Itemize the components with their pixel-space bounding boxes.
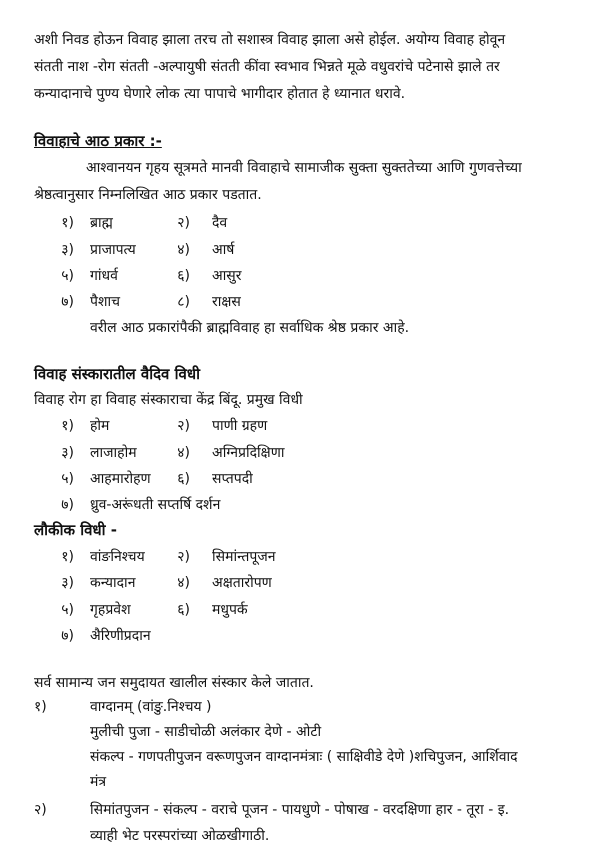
- section1-note: वरील आठ प्रकारांपैकी ब्राह्मविवाह हा सर्वाधिक श्रेष्ठ प्रकार आहे.: [90, 320, 410, 336]
- s4-item2-line-1: सिमांतपुजन - संकल्प - वराचे पूजन - पायधुणे - पोषाख - वरदक्षिणा हार - तूरा - इ.: [90, 802, 510, 818]
- s4-item1-line-3: संकल्प - गणपतीपुजन वरूणपुजन वाग्दानमंत्राः ( साक्षिवीडे देणे )शचिपुजन, आर्शिवाद: [90, 749, 518, 765]
- s3-item5-text: गृहप्रवेश: [90, 602, 131, 618]
- s2-item2-text: पाणी ग्रहण: [212, 418, 268, 434]
- s1-item4-num: ४): [177, 242, 190, 258]
- s2-item3-text: लाजाहोम: [90, 445, 137, 461]
- s1-item3-num: ३): [61, 242, 74, 258]
- s2-item2-num: २): [177, 418, 190, 434]
- section4-intro: सर्व सामान्य जन समुदायत खालील संस्कार केले जातात.: [34, 675, 314, 691]
- s1-item1-text: ब्राह्म: [90, 215, 113, 231]
- section2-desc: विवाह रोग हा विवाह संस्काराचा केंद्र बिंदू. प्रमुख विधी: [34, 392, 303, 408]
- s3-item7-text: अैरिणीप्रदान: [90, 628, 151, 644]
- s1-item4-text: आर्ष: [212, 242, 235, 258]
- s2-item7-num: ७): [61, 497, 74, 513]
- s3-item7-num: ७): [61, 628, 74, 644]
- s1-item1-num: १): [61, 215, 74, 231]
- s3-item2-text: सिमांन्तपूजन: [212, 549, 276, 565]
- s2-item3-num: ३): [61, 445, 74, 461]
- s2-item1-num: १): [61, 418, 74, 434]
- intro-line-1: अशी निवड होऊन विवाह झाला तरच तो सशास्त्र विवाह झाला असे होईल. अयोग्य विवाह होवून: [34, 32, 506, 48]
- s2-item4-text: अग्निप्रदिक्षिणा: [212, 445, 285, 461]
- s3-item5-num: ५): [61, 602, 74, 618]
- s2-item7-text: ध्रुव-अरूंधती सप्तर्षि दर्शन: [90, 497, 221, 513]
- s3-item1-num: १): [61, 549, 74, 565]
- s1-item2-text: दैव: [212, 215, 228, 231]
- s1-item7-num: ७): [61, 294, 74, 310]
- s2-item5-text: आहमारोहण: [90, 471, 151, 487]
- s3-item1-text: वांङनिश्चय: [90, 549, 145, 565]
- s4-item1-num: १): [34, 699, 47, 715]
- section1-desc-line-1: आश्वानयन गृहय सूत्रमते मानवी विवाहाचे सामाजीक सुक्ता सुक्ततेच्या आणि गुणवत्तेच्या: [86, 160, 522, 176]
- s4-item2-num: २): [34, 802, 47, 818]
- s2-item6-num: ६): [177, 471, 190, 487]
- s3-item2-num: २): [177, 549, 190, 565]
- s3-item6-num: ६): [177, 602, 190, 618]
- s1-item2-num: २): [177, 215, 190, 231]
- s4-item2-line-2: व्याही भेट परस्परांच्या ओळखीगाठी.: [90, 828, 270, 844]
- s3-item6-text: मधुपर्क: [212, 602, 248, 618]
- s4-item1-line-1: वाग्दानम् (वांङु.निश्चय ): [90, 699, 212, 715]
- intro-line-2: संतती नाश -रोग संतती -अल्पायुषी संतती कींवा स्वभाव भिन्नते मूळे वधुवरांचे पटेनासे झाले तर: [34, 59, 500, 75]
- section1-desc-line-2: श्रेष्ठत्वानुसार निम्नलिखित आठ प्रकार पडतात.: [34, 187, 262, 203]
- s3-item3-text: कन्यादान: [90, 575, 136, 591]
- s4-item1-line-2: मुलीची पुजा - साडीचोळी अलंकार देणे - ओटी: [90, 724, 322, 740]
- s2-item4-num: ४): [177, 445, 190, 461]
- s1-item8-num: ८): [177, 294, 190, 310]
- s1-item5-num: ५): [61, 268, 74, 284]
- section3-heading: लौकीक विधी -: [34, 521, 117, 539]
- s2-item1-text: होम: [90, 418, 110, 434]
- s3-item4-text: अक्षतारोपण: [212, 575, 272, 591]
- s4-item1-line-4: मंत्र: [90, 774, 107, 790]
- s1-item5-text: गांधर्व: [90, 268, 118, 284]
- section1-heading: विवाहाचे आठ प्रकार :-: [34, 132, 162, 150]
- s1-item7-text: पैशाच: [90, 294, 120, 310]
- s1-item6-num: ६): [177, 268, 190, 284]
- s1-item6-text: आसुर: [212, 268, 242, 284]
- s3-item3-num: ३): [61, 575, 74, 591]
- s1-item8-text: राक्षस: [212, 294, 241, 310]
- s1-item3-text: प्राजापत्य: [90, 242, 136, 258]
- intro-line-3: कन्यादानाचे पुण्य घेणारे लोक त्या पापाचे भागीदार होतात हे ध्यानात धरावे.: [34, 86, 406, 102]
- s2-item6-text: सप्तपदी: [212, 471, 253, 487]
- section2-heading: विवाह संस्कारातील वैदिव विधी: [34, 365, 200, 383]
- s3-item4-num: ४): [177, 575, 190, 591]
- s2-item5-num: ५): [61, 471, 74, 487]
